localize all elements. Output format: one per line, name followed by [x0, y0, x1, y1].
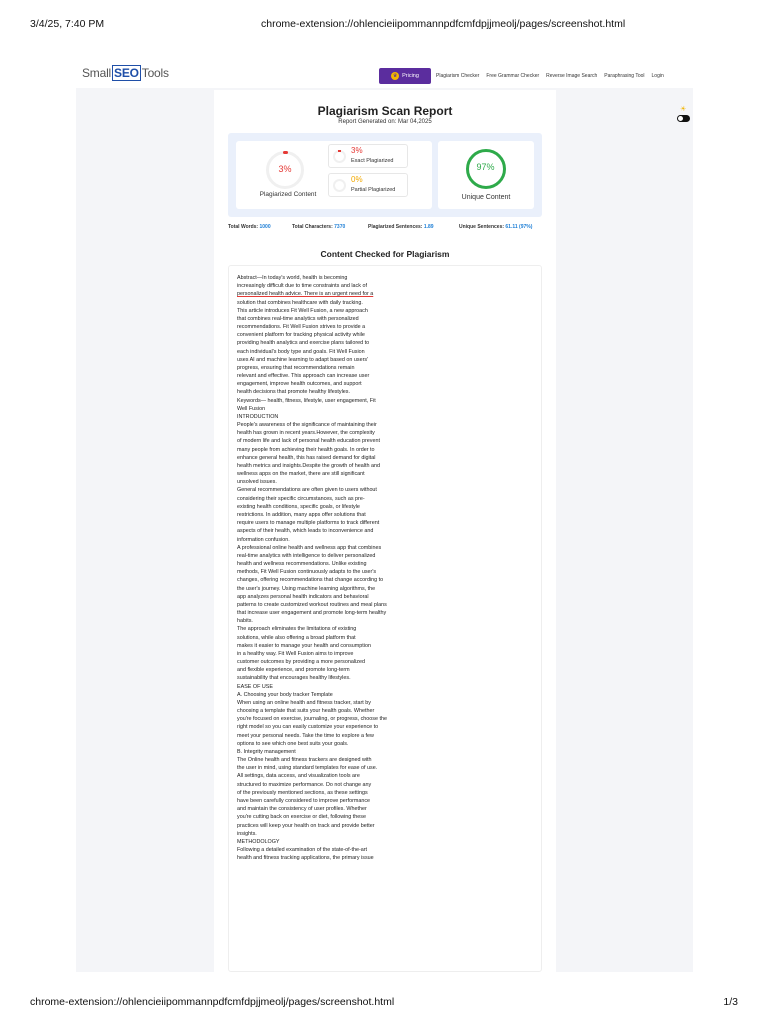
exact-percent: 3%	[351, 146, 363, 155]
content-line: that increase user engagement and promote long-term healthy	[237, 610, 387, 617]
content-line: health has grown in recent years.However, the complexity	[237, 430, 375, 437]
crown-icon: ♛	[392, 73, 398, 79]
nav-link-plagiarism-checker[interactable]: Plagiarism Checker	[436, 73, 480, 79]
partial-ring	[333, 179, 346, 192]
plagiarized-ring	[266, 151, 304, 189]
content-line: convenient platform for tracking physical activity while	[237, 332, 365, 339]
toggle-switch[interactable]	[677, 115, 690, 122]
content-line: choosing a template that suits your health goals. Whether	[237, 708, 375, 715]
content-line: many people from achieving their health goals. In order to	[237, 446, 375, 453]
content-line: All settings, data access, and visualization tools are	[237, 773, 360, 780]
content-line: solution that combines healthcare with daily tracking.	[237, 299, 363, 306]
pricing-label: Pricing	[402, 73, 419, 79]
content-line: A. Choosing your body tracker Template	[237, 691, 333, 698]
content-line: habits.	[237, 618, 253, 625]
metric-total-chars	[292, 224, 345, 230]
content-line: each individual's body type and goals. Fit Well Fusion	[237, 348, 365, 355]
content-line: The approach eliminates the limitations of existing	[237, 626, 357, 633]
site-frame	[76, 60, 693, 972]
content-line: engagement, improve health outcomes, and support	[237, 381, 362, 388]
content-line: and maintain the consistency of user profiles. Whether	[237, 806, 367, 813]
exact-plagiarized-card	[328, 144, 408, 168]
content-line: unsolved issues.	[237, 479, 277, 486]
nav-link-login[interactable]: Login	[651, 73, 664, 79]
metric-unique-sentences	[459, 224, 532, 230]
sun-icon: ☀	[680, 106, 687, 113]
plagiarized-percent: 3%	[278, 164, 292, 174]
content-line: meet your personal needs. Take the time to explore a few	[237, 732, 374, 739]
theme-toggle[interactable]	[677, 105, 691, 125]
print-header	[0, 0, 768, 40]
nav-link-paraphrasing-tool[interactable]: Paraphrasing Tool	[604, 73, 645, 79]
metric-total-chars-value: 7370	[334, 224, 346, 230]
content-line: Abstract—In today's world, health is becoming	[237, 275, 348, 281]
content-line: you're focused on exercise, journaling, or progress, choose the	[237, 716, 387, 723]
partial-percent: 0%	[351, 175, 363, 184]
content-line: aspects of their health, which leads to inconvenience and	[237, 528, 374, 535]
content-line: INTRODUCTION	[237, 413, 279, 420]
metrics-row	[228, 224, 546, 234]
unique-percent: 97%	[476, 162, 495, 172]
content-line: General recommendations are often given to users without	[237, 487, 377, 494]
content-line: personalized health advice. There is an urgent need for a	[237, 291, 374, 298]
metric-total-words-label: Total Words:	[228, 224, 259, 230]
content-line: enhance general health, this has raised demand for digital	[237, 454, 376, 461]
content-line: People's awareness of the significance of maintaining their	[237, 422, 377, 429]
content-line: real-time analytics with intelligence to deliver personalized	[237, 552, 376, 559]
metric-unique-sentences-label: Unique Sentences:	[459, 224, 505, 230]
print-footer	[0, 992, 768, 1016]
content-line: patterns to create customized workout routines and meal plans	[237, 601, 387, 608]
content-box	[228, 265, 542, 972]
content-line: have been carefully considered to improve performance	[237, 798, 371, 804]
content-line: METHODOLOGY	[237, 838, 280, 845]
content-section-title: Content Checked for Plagiarism	[320, 249, 450, 259]
exact-arc	[338, 150, 341, 152]
exact-label: Exact Plagiarized	[351, 158, 394, 164]
unique-label: Unique Content	[461, 194, 511, 201]
content-line: customer outcomes by providing a more personalized	[237, 659, 365, 666]
content-line: health and fitness tracking applications, the primary issue	[237, 855, 374, 862]
content-line: app analyzes personal health indicators and behavioral	[237, 593, 369, 600]
checked-content-text	[237, 274, 537, 862]
site-logo[interactable]	[82, 66, 169, 80]
content-line: When using an online health and fitness tracker, start by	[237, 699, 371, 706]
content-line: of the previously mentioned sections, as these settings	[237, 789, 368, 796]
content-line: require users to manage multiple platforms to track different	[237, 520, 380, 527]
print-url: chrome-extension://ohlencieiipommannpdfcmfdpjjmeolj/pages/screenshot.html	[261, 18, 626, 30]
partial-plagiarized-card	[328, 173, 408, 197]
pricing-button[interactable]	[379, 68, 431, 84]
nav-link-reverse-image-search[interactable]: Reverse Image Search	[546, 73, 598, 79]
content-line: Well Fusion	[237, 405, 266, 412]
metric-plagiarized-sentences	[368, 224, 434, 230]
content-line: EASE OF USE	[237, 683, 273, 690]
content-line: health decisions that promote healthy lifestyles.	[237, 389, 350, 396]
partial-label: Partial Plagiarized	[351, 187, 396, 193]
report-title: Plagiarism Scan Report	[317, 104, 453, 118]
content-line: uses AI and machine learning to adapt based on users'	[237, 356, 369, 363]
content-line: information confusion.	[237, 536, 290, 543]
plagiarized-card	[236, 141, 432, 209]
logo-text-seo: SEO	[114, 66, 139, 80]
plagiarized-label: Plagiarized Content	[259, 191, 317, 198]
content-line: relevant and effective. This approach can increase user	[237, 373, 370, 380]
unique-ring	[466, 149, 506, 189]
metric-unique-sentences-value: 61.11 (97%)	[505, 224, 533, 230]
nav-links	[436, 73, 664, 79]
print-datetime: 3/4/25, 7:40 PM	[30, 18, 105, 30]
unique-card	[438, 141, 534, 209]
content-line: sustainability that encourages healthy lifestyles.	[237, 675, 351, 682]
content-line: methods, Fit Well Fusion continuously adapts to the user's	[237, 569, 377, 576]
content-line: of modern life and lack of personal health education prevent	[237, 438, 380, 445]
content-line: in a healthy way. Fit Well Fusion aims to improve	[237, 650, 354, 657]
content-line: the user in mind, using standard templates for ease of use.	[237, 765, 378, 772]
top-navigation	[76, 60, 693, 88]
stats-box	[228, 133, 542, 217]
toggle-knob	[678, 116, 683, 121]
content-line: progress, ensuring that recommendations remain	[237, 364, 355, 371]
content-line: insights.	[237, 830, 257, 837]
content-line: that combines real-time analytics with personalized	[237, 315, 359, 322]
report-date: Report Generated on: Mar 04,2025	[338, 119, 432, 125]
logo-text-right: Tools	[141, 66, 169, 80]
content-line: health and wellness recommendations. Unlike existing	[237, 561, 367, 568]
content-line: increasingly difficult due to time constraints and lack of	[237, 283, 367, 290]
content-line: Following a detailed examination of the state-of-the-art	[237, 847, 368, 854]
metric-total-words	[228, 224, 271, 230]
report-panel	[214, 90, 556, 972]
content-line: Keywords— health, fitness, lifestyle, user engagement, Fit	[237, 397, 376, 404]
content-line: practices will keep your health on track and provide better	[237, 822, 375, 829]
content-line: considering their specific circumstances, such as pre-	[237, 495, 365, 502]
content-line: A professional online health and wellness app that combines	[237, 544, 382, 551]
content-line: recommendations. Fit Well Fusion strives to provide a	[237, 324, 366, 331]
content-line: you're cutting back on exercise or diet, following these	[237, 814, 366, 821]
footer-url: chrome-extension://ohlencieiipommannpdfcmfdpjjmeolj/pages/screenshot.html	[30, 996, 395, 1008]
metric-total-chars-label: Total Characters:	[292, 224, 333, 230]
logo-text-left: Small	[82, 66, 112, 80]
content-line: options to see which one best suits your goals.	[237, 740, 349, 747]
content-line: and flexible experience, and promote long-term	[237, 667, 350, 674]
content-line: solutions, while also offering a broad platform that	[237, 634, 356, 641]
content-line: health metrics and insights.Despite the growth of health and	[237, 462, 380, 469]
metric-total-words-value: 1000	[259, 224, 271, 230]
content-line: restrictions. In addition, many apps offer solutions that	[237, 511, 366, 518]
plagiarized-arc	[283, 151, 288, 154]
content-line: makes it easier to manage your health and consumption	[237, 642, 371, 649]
content-line: the user's journey. Using machine learning algorithms, the	[237, 585, 376, 592]
content-line: providing health analytics and exercise plans tailored to	[237, 340, 370, 347]
exact-ring	[333, 150, 346, 163]
content-line: wellness apps on the market, there are still significant	[237, 471, 365, 478]
metric-plagiarized-sentences-label: Plagiarized Sentences:	[368, 224, 423, 230]
content-line: This article introduces Fit Well Fusion, a new approach	[237, 307, 368, 314]
nav-link-grammar-checker[interactable]: Free Grammar Checker	[486, 73, 540, 79]
content-line: structured to maximize performance. Do not change any	[237, 781, 372, 788]
metric-plagiarized-sentences-value: 1.89	[423, 224, 434, 230]
content-line: The Online health and fitness trackers are designed with	[237, 757, 372, 764]
content-line: existing health conditions, specific goals, or lifestyle	[237, 503, 360, 510]
content-line: right model so you can easily customize your experience to	[237, 724, 379, 731]
content-line: B. Integrity management	[237, 748, 296, 755]
page-number: 1/3	[723, 996, 738, 1008]
content-line: changes, offering recommendations that change according to	[237, 577, 384, 584]
